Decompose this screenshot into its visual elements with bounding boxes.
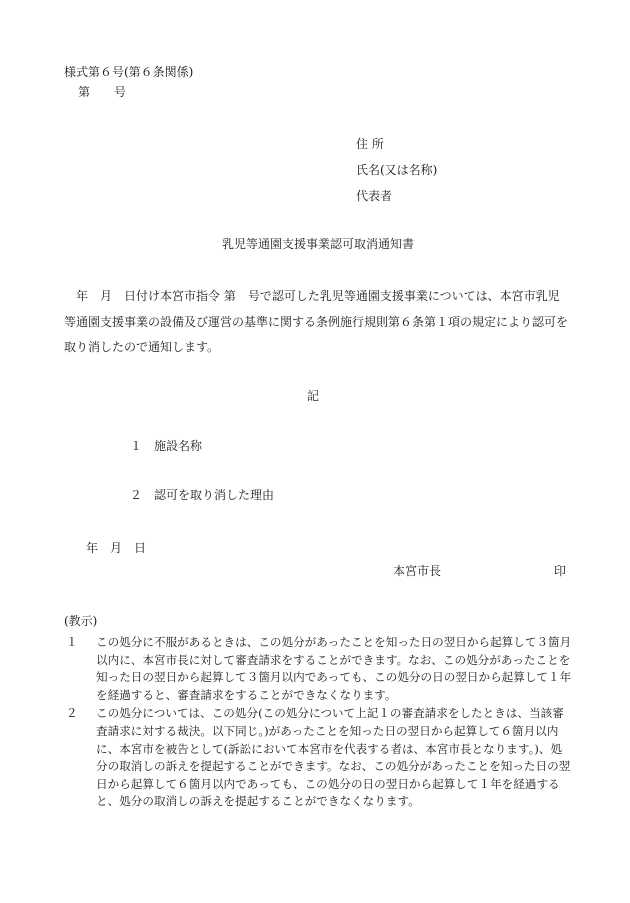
note-item: [64, 634, 572, 704]
note-item: [64, 705, 572, 811]
item-number: １: [130, 439, 143, 453]
recipient-name: 氏名(又は名称): [356, 163, 438, 177]
document-title: 乳児等通園支援事業認可取消通知書: [222, 237, 415, 251]
note-number: ２: [66, 706, 78, 721]
note-number: １: [66, 635, 78, 649]
recipient-address: 住 所: [356, 137, 384, 151]
date-line: 年 月 日: [86, 541, 147, 555]
form-label: 様式第６号(第６条関係): [64, 65, 194, 79]
item-2: [130, 487, 274, 503]
document-number: 第 号: [78, 85, 127, 99]
recipient-representative: 代表者: [356, 189, 393, 203]
issuer-title: 本宮市長: [393, 564, 442, 578]
item-1: [130, 438, 202, 454]
ki-heading: 記: [307, 389, 320, 403]
seal-mark: 印: [554, 564, 567, 578]
item-label: 施設名称: [154, 439, 203, 453]
item-label: 認可を取り消した理由: [154, 488, 275, 502]
instruction-heading: (教示): [64, 614, 98, 628]
item-number: ２: [130, 488, 143, 502]
instruction-notes: [64, 634, 572, 811]
note-text: この処分に不服があるときは、この処分があったことを知った日の翌日から起算して３箇月以内に、本宮市長に対して審査請求をすることができます。なお、この処分があったことを知った日の翌日から起算して３箇月以内であっても、この処分の日の翌日から起算して１年を経過すると、審査請求をすることができなくなります。: [96, 635, 572, 702]
note-text: この処分については、この処分(この処分について上記１の審査請求をしたときは、当該審査請求に対する裁決。以下同じ。)があったことを知った日の翌日から起算して６箇月以内に、本宮市を被告として(訴訟において本宮市を代表する者は、本宮市長となります。)、処分の取消しの訴えを提起することができます。なお、この処分があったことを知った日の翌日から起算して６箇月以内であっても、この処分の日の翌日から起算して１年を経過すると、処分の取消しの訴えを提起することができなくなります。: [96, 706, 571, 809]
body-text: 年 月 日付け本宮市指令 第 号で認可した乳児等通園支援事業については、本宮市乳児等通園支援事業の設備及び運営の基準に関する条例施行規則第６条第１項の規定により認可を取り消したので通知します。: [64, 289, 569, 354]
